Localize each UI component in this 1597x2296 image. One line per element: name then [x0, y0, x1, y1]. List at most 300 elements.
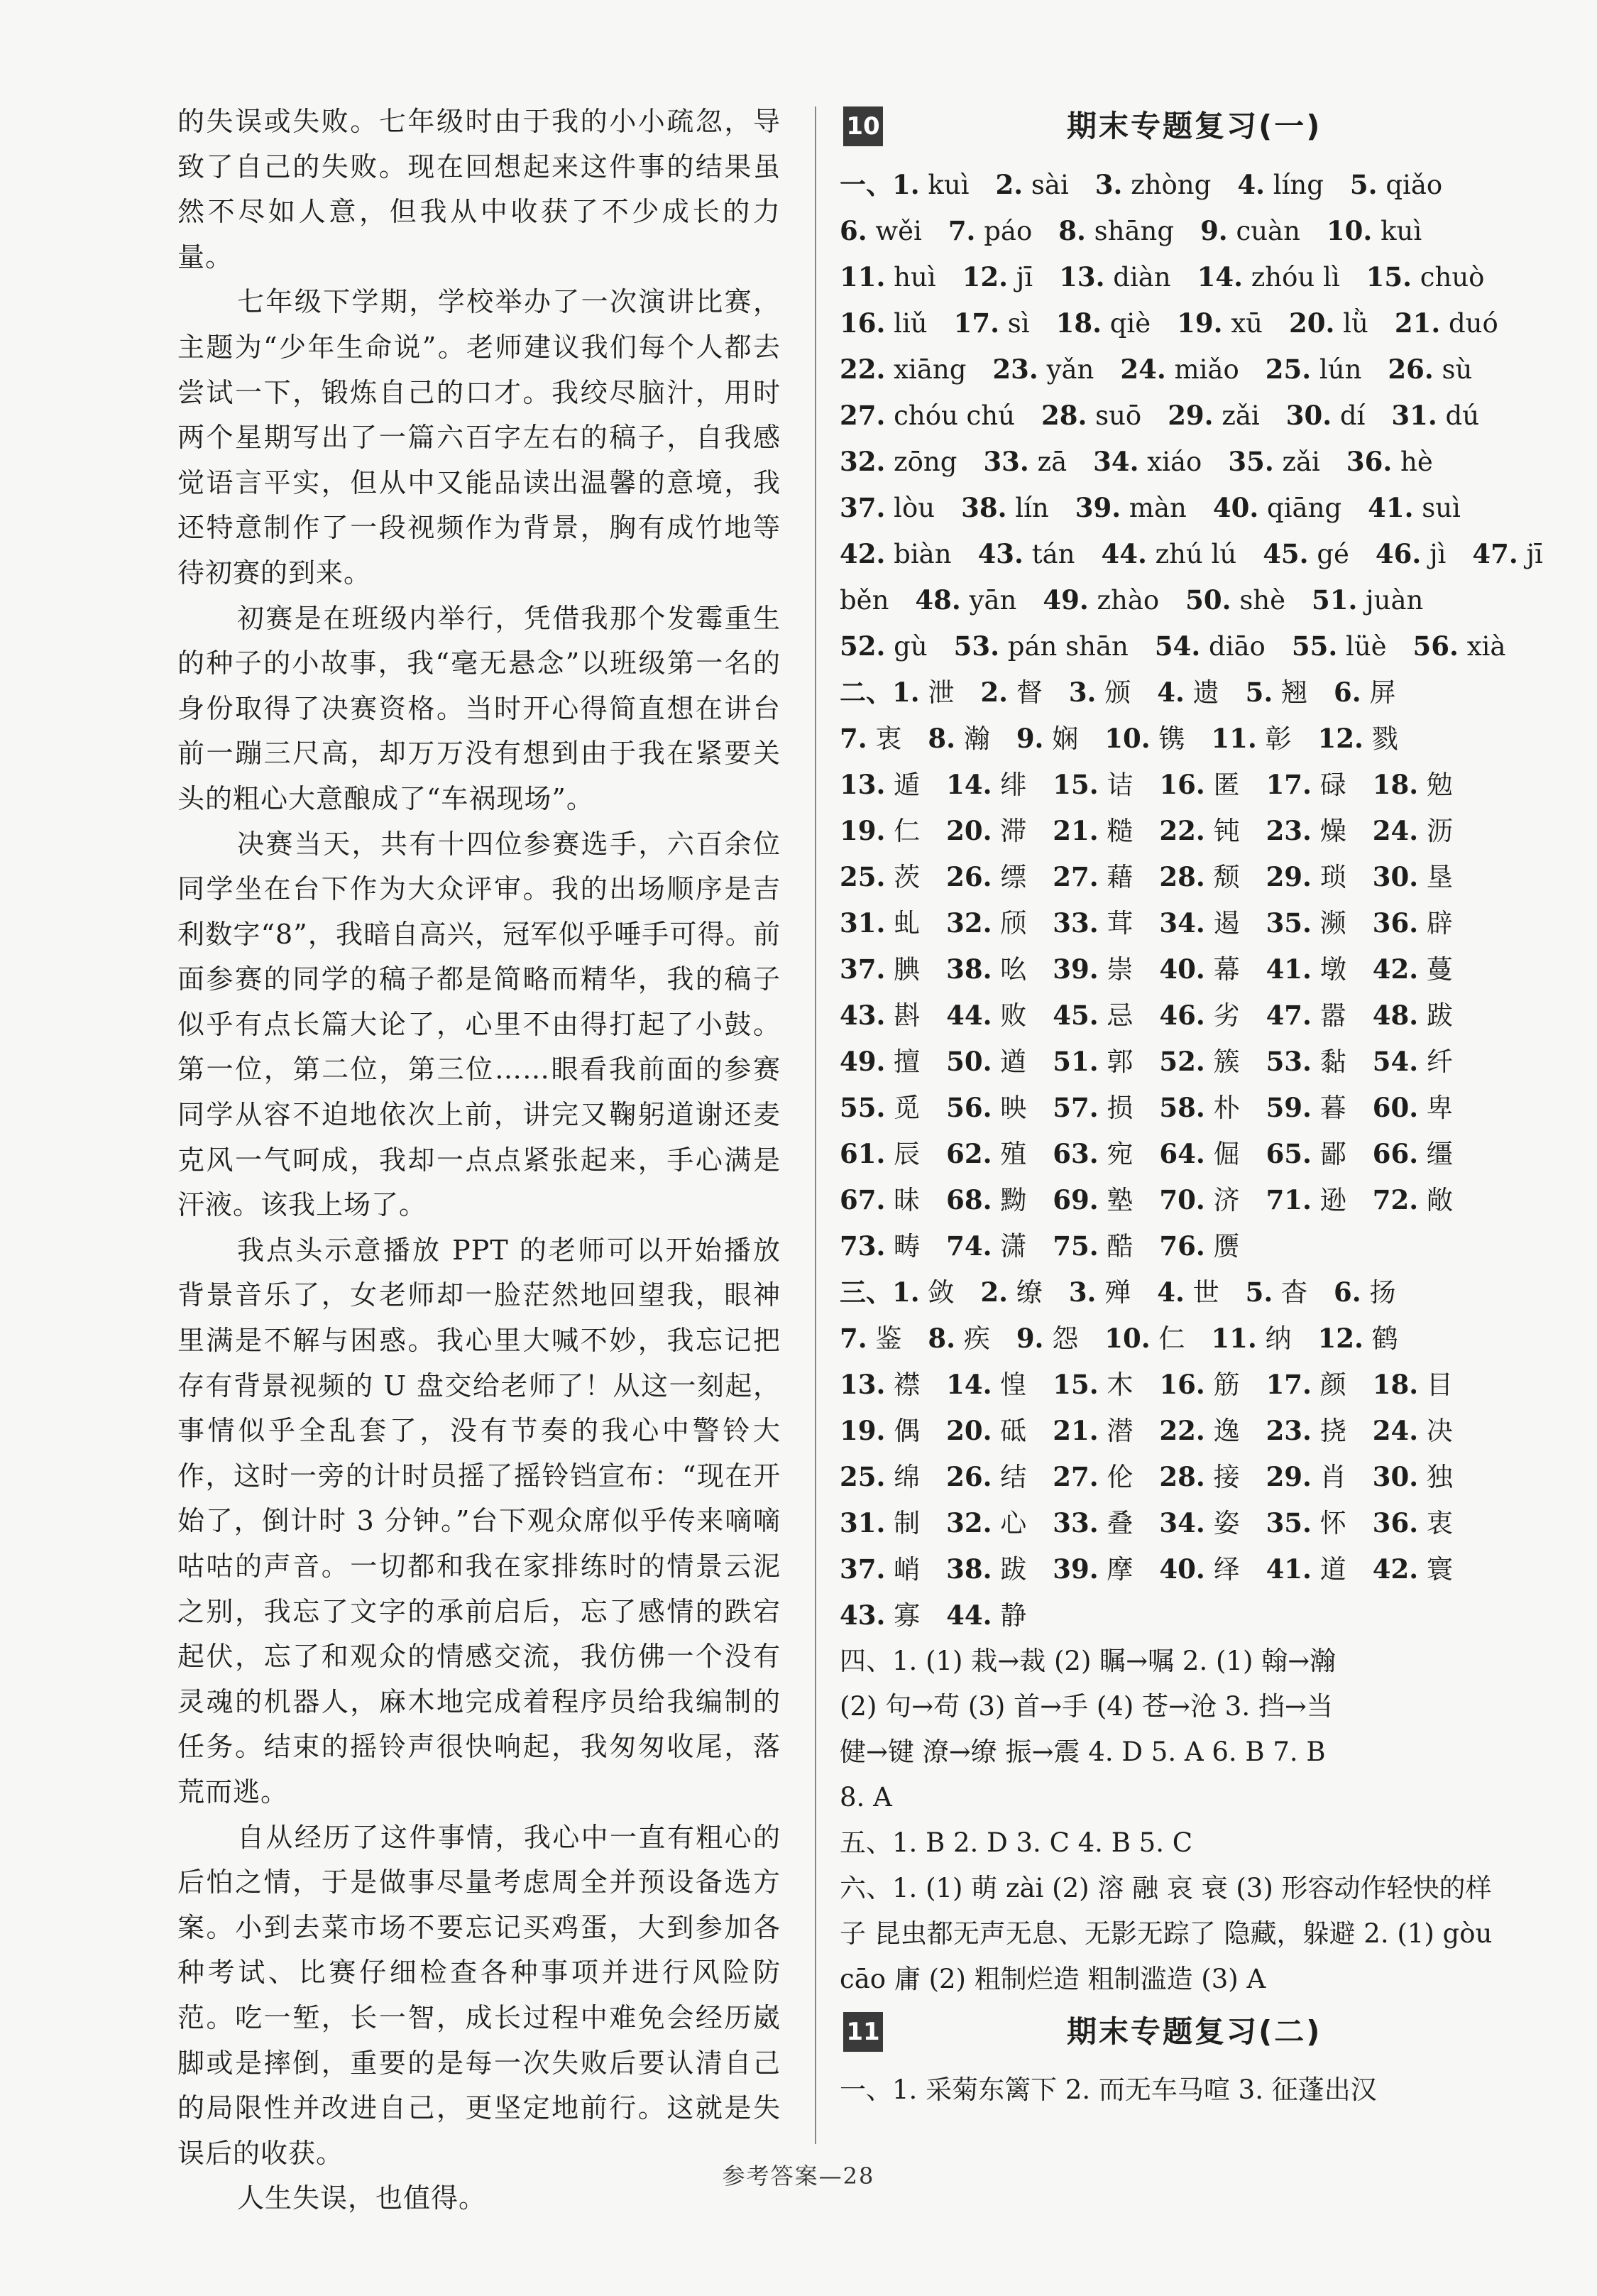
- answer-number: 7.: [948, 215, 976, 246]
- answer-value: 杳: [1281, 1277, 1308, 1308]
- answer-value: 筋: [1213, 1370, 1240, 1400]
- answer-value: 戮: [1371, 723, 1398, 754]
- answer-number: 3.: [1068, 677, 1097, 708]
- answer-value: dú: [1445, 400, 1480, 431]
- answer-value: 仁: [1158, 1323, 1185, 1354]
- answer-number: 45.: [1263, 538, 1309, 569]
- answer-number: 52.: [840, 630, 886, 662]
- answer-value: qiǎo: [1385, 170, 1443, 200]
- answer-value: 遒: [1000, 1046, 1027, 1077]
- answer-number: 47.: [1266, 1000, 1312, 1031]
- answer-number: 35.: [1228, 446, 1274, 477]
- essay-paragraph: 七年级下学期，学校举办了一次演讲比赛，主题为“少年生命说”。老师建议我们每个人都去尝试一下，锻炼自己的口才。我绞尽脑汁，用时两个星期写出了一篇六百字左右的稿子，自我感觉语言平实，但从中又能品读出温馨的意境，我还特意制作了一段视频作为背景，胸有成竹地等待初赛的到来。: [177, 286, 781, 589]
- section-10-header: [840, 99, 1507, 156]
- answer-line: 四、1. (1) 栽→裁 (2) 瞩→嘱 2. (1) 翰→瀚: [840, 1646, 1337, 1676]
- answer-value: 碌: [1319, 770, 1346, 800]
- answer-number: 53.: [953, 630, 1000, 662]
- answer-number: 56.: [946, 1092, 992, 1123]
- answer-number: 14.: [1197, 261, 1244, 293]
- answer-number: 33.: [1053, 907, 1099, 939]
- answer-line: [840, 1223, 1507, 1269]
- answer-number: 21.: [1394, 307, 1441, 339]
- answer-number: 16.: [1159, 1369, 1205, 1400]
- answer-number: 19.: [840, 815, 886, 846]
- answer-value: 颁: [1104, 677, 1131, 708]
- essay-paragraph: 我点头示意播放 PPT 的老师可以开始播放背景音乐了，女老师却一脸茫然地回望我，眼神里满是不解与困惑。我心里大喊不妙，我忘记把存有背景视频的 U 盘交给老师了！从这一刻起，事情似乎全乱套了，没有节奏的我心中警铃大作，这时一旁的计时员摇了摇铃铛宣布：“现在开始了，倒计时 3 分钟。”台下观众席似乎传来嘀嘀咕咕的声音。一切都和我在家排练时的情景云泥之别，我忘了文字的承前启后，忘了感情的跌宕起伏，忘了和观众的情感交流，我仿佛一个没有灵魂的机器人，麻木地完成着程序员给我编制的任务。结束的摇铃声很快响起，我匆匆收尾，落荒而逃。: [177, 1234, 781, 1808]
- answer-value: 静: [1000, 1600, 1027, 1631]
- answer-number: 29.: [1266, 1461, 1312, 1492]
- answer-value: 映: [1000, 1093, 1027, 1123]
- answer-value: 濒: [1319, 908, 1346, 939]
- answer-number: 41.: [1266, 953, 1312, 985]
- answer-number: 二、1.: [840, 677, 920, 708]
- answer-value: 暮: [1319, 1093, 1346, 1123]
- answer-value: zǎi: [1282, 447, 1320, 477]
- answer-value: kuì: [928, 170, 970, 200]
- answer-number: 75.: [1053, 1230, 1099, 1262]
- answer-number: 10.: [1104, 1323, 1151, 1354]
- answer-number: 51.: [1312, 584, 1358, 616]
- answer-group-four: [840, 1639, 1507, 1820]
- answer-number: 32.: [840, 446, 886, 477]
- answer-column: [840, 99, 1543, 2113]
- answer-value: 疾: [963, 1323, 990, 1354]
- answer-value: 辰: [894, 1139, 921, 1169]
- answer-value: 鄙: [1319, 1139, 1346, 1169]
- answer-number: 11.: [1211, 723, 1257, 754]
- answer-value: lüè: [1345, 631, 1387, 662]
- answer-number: 13.: [840, 769, 886, 800]
- answer-value: páo: [984, 216, 1033, 246]
- answer-value: 簇: [1213, 1046, 1240, 1077]
- answer-number: 32.: [946, 907, 992, 939]
- answer-line: [840, 669, 1507, 716]
- answer-value: 忌: [1107, 1000, 1134, 1031]
- answer-value: 滞: [1000, 816, 1027, 846]
- answer-value: 畴: [894, 1231, 921, 1262]
- answer-number: 3.: [1068, 1277, 1097, 1308]
- answer-value: 糙: [1107, 816, 1134, 846]
- answer-number: 26.: [946, 1461, 992, 1492]
- answer-number: 2.: [980, 677, 1009, 708]
- answer-number: 38.: [961, 492, 1007, 523]
- answer-number: 40.: [1159, 953, 1205, 985]
- answer-value: 心: [1000, 1508, 1027, 1538]
- answer-number: 21.: [1053, 815, 1099, 846]
- answer-value: 劣: [1213, 1000, 1240, 1031]
- answer-number: 71.: [1266, 1184, 1312, 1215]
- essay-column: [177, 99, 781, 2221]
- answer-value: 缭: [1016, 1277, 1043, 1308]
- answer-number: 43.: [840, 1000, 886, 1031]
- answer-number: 19.: [840, 1415, 886, 1446]
- answer-value: suō: [1095, 400, 1142, 431]
- answer-number: 43.: [840, 1600, 886, 1631]
- answer-number: 39.: [1053, 953, 1099, 985]
- answer-value: 目: [1426, 1370, 1453, 1400]
- answer-number: 49.: [840, 1046, 886, 1077]
- answer-line: [840, 1408, 1507, 1454]
- answer-number: 37.: [840, 492, 886, 523]
- answer-line: [840, 1546, 1507, 1592]
- answer-number: 44.: [946, 1600, 992, 1631]
- answer-number: 45.: [1053, 1000, 1099, 1031]
- answer-value: 纤: [1426, 1046, 1453, 1077]
- answer-value: 倔: [1213, 1139, 1240, 1169]
- answer-number: 24.: [1372, 1415, 1419, 1446]
- answer-value: 瀚: [963, 723, 990, 754]
- answer-value: sù: [1442, 354, 1473, 385]
- answer-number: 17.: [1266, 769, 1312, 800]
- answer-line: [840, 1269, 1507, 1316]
- answer-value: zōng: [894, 447, 957, 477]
- answer-value: miǎo: [1174, 354, 1239, 385]
- answer-number: 31.: [840, 1507, 886, 1538]
- answer-number: 12.: [962, 261, 1009, 293]
- answer-number: 50.: [1185, 584, 1231, 616]
- section-number-badge: 10: [843, 106, 883, 146]
- answer-line: [840, 439, 1507, 485]
- answer-value: jī: [1526, 539, 1543, 569]
- answer-number: 62.: [946, 1138, 992, 1169]
- answer-number: 48.: [1372, 1000, 1419, 1031]
- answer-number: 25.: [1265, 354, 1312, 385]
- answer-number: 34.: [1093, 446, 1139, 477]
- answer-number: 37.: [840, 1553, 886, 1585]
- answer-line: (2) 句→苟 (3) 首→手 (4) 苍→沧 3. 挡→当: [840, 1691, 1333, 1722]
- answer-number: 2.: [980, 1277, 1009, 1308]
- answer-number: 64.: [1159, 1138, 1205, 1169]
- answer-number: 29.: [1168, 400, 1214, 431]
- answer-number: 40.: [1159, 1553, 1205, 1585]
- answer-value: 潇: [1000, 1231, 1027, 1262]
- answer-number: 9.: [1016, 723, 1044, 754]
- answer-line: [840, 577, 1507, 623]
- answer-value: 绯: [1000, 770, 1027, 800]
- answer-number: 一、1.: [840, 169, 920, 200]
- answer-number: 30.: [1372, 861, 1419, 892]
- answer-value: 嚣: [1319, 1000, 1346, 1031]
- answer-value: 摩: [1107, 1554, 1134, 1585]
- answer-number: 56.: [1412, 630, 1459, 662]
- answer-value: 缰: [1426, 1139, 1453, 1169]
- answer-value: 跋: [1426, 1000, 1453, 1031]
- answer-number: 12.: [1317, 723, 1363, 754]
- answer-value: huì: [894, 262, 936, 293]
- answer-number: 4.: [1157, 677, 1185, 708]
- answer-line: [840, 1177, 1507, 1223]
- answer-number: 13.: [840, 1369, 886, 1400]
- answer-number: 33.: [1053, 1507, 1099, 1538]
- answer-value: sài: [1031, 170, 1069, 200]
- answer-number: 三、1.: [840, 1277, 920, 1308]
- answer-value: 木: [1107, 1370, 1134, 1400]
- answer-line: [840, 1500, 1507, 1546]
- answer-number: 4.: [1237, 169, 1265, 200]
- answer-line: 健→键 潦→缭 振→震 4. D 5. A 6. B 7. B: [840, 1737, 1326, 1767]
- answer-value: lún: [1319, 354, 1362, 385]
- answer-number: 17.: [1266, 1369, 1312, 1400]
- answer-line: [840, 1362, 1507, 1408]
- answer-number: 70.: [1159, 1184, 1205, 1215]
- answer-number: 47.: [1472, 538, 1518, 569]
- answer-value: 逊: [1319, 1185, 1346, 1215]
- answer-value: 纳: [1265, 1323, 1292, 1354]
- answer-value: 彰: [1265, 723, 1292, 754]
- answer-value: 墩: [1319, 954, 1346, 985]
- answer-value: 绵: [894, 1462, 921, 1492]
- answer-value: 殚: [1104, 1277, 1131, 1308]
- answer-number: 42.: [1372, 1553, 1419, 1585]
- answer-value: liǔ: [894, 308, 928, 339]
- answer-value: shāng: [1094, 216, 1175, 246]
- answer-number: 16.: [1159, 769, 1205, 800]
- answer-number: 76.: [1159, 1230, 1205, 1262]
- answer-value: 怨: [1052, 1323, 1079, 1354]
- answer-value: 跋: [1000, 1554, 1027, 1585]
- answer-number: 5.: [1349, 169, 1378, 200]
- answer-value: 怀: [1319, 1508, 1346, 1538]
- answer-number: 27.: [1053, 1461, 1099, 1492]
- answer-value: pán shān: [1007, 631, 1129, 662]
- answer-value: 颀: [1000, 908, 1027, 939]
- answer-line: [840, 1131, 1507, 1177]
- answer-value: 挠: [1319, 1416, 1346, 1446]
- answer-line: 8. A: [840, 1782, 892, 1813]
- answer-number: 6.: [1334, 677, 1361, 708]
- answer-value: 潜: [1107, 1416, 1134, 1446]
- answer-number: 38.: [946, 953, 992, 985]
- answer-number: 35.: [1266, 1507, 1312, 1538]
- page-footer: 参考答案—28: [722, 2163, 875, 2190]
- answer-line: [840, 1039, 1507, 1085]
- answer-value: qiāng: [1267, 493, 1342, 523]
- answer-number: 67.: [840, 1184, 886, 1215]
- answer-value: 斟: [894, 1000, 921, 1031]
- answer-value: 勉: [1426, 770, 1453, 800]
- answer-number: 38.: [946, 1553, 992, 1585]
- answer-value: 衷: [875, 723, 902, 754]
- answer-number: 39.: [1053, 1553, 1099, 1585]
- answer-line: [840, 854, 1507, 900]
- answer-number: 24.: [1372, 815, 1419, 846]
- answer-value: 酷: [1107, 1231, 1134, 1262]
- answer-value: 虬: [894, 908, 921, 939]
- answer-value: 道: [1319, 1554, 1346, 1585]
- answer-line: [840, 946, 1507, 993]
- section-11-header: [840, 2005, 1507, 2062]
- answer-value: qiè: [1109, 308, 1151, 339]
- answer-value: shè: [1239, 585, 1286, 616]
- answer-value: 遗: [1192, 677, 1219, 708]
- answer-number: 57.: [1053, 1092, 1099, 1123]
- answer-value: 吆: [1000, 954, 1027, 985]
- section-number-badge: 11: [843, 2012, 883, 2052]
- answer-number: 15.: [1366, 261, 1412, 293]
- answer-value: xū: [1231, 308, 1263, 339]
- answer-value: 鹤: [1371, 1323, 1398, 1354]
- answer-number: 20.: [946, 1415, 992, 1446]
- answer-line: [840, 900, 1507, 946]
- section-title: 期末专题复习(二): [1067, 2014, 1322, 2049]
- answer-value: 觅: [894, 1093, 921, 1123]
- answer-value: 茸: [1107, 908, 1134, 939]
- answer-number: 54.: [1372, 1046, 1419, 1077]
- answer-value: 襟: [894, 1370, 921, 1400]
- answer-value: běn: [840, 585, 889, 616]
- answer-value: jī: [1016, 262, 1033, 293]
- answer-value: zhòng: [1131, 170, 1212, 200]
- answer-number: 5.: [1245, 1277, 1273, 1308]
- essay-paragraph: 自从经历了这件事情，我心中一直有粗心的后怕之情，于是做事尽量考虑周全并预设备选方案。小到去菜市场不要忘记买鸡蛋，大到参加各种考试、比赛仔细检查各种事项并进行风险防范。吃一堑，长一智，成长过程中难免会经历崴脚或是摔倒，重要的是每一次失败后要认清自己的局限性并改进自己，更坚定地前行。这就是失误后的收获。: [177, 1821, 781, 2169]
- answer-number: 60.: [1372, 1092, 1419, 1123]
- answer-line: [840, 1085, 1507, 1131]
- answer-number: 11.: [840, 261, 886, 293]
- answer-value: 败: [1000, 1000, 1027, 1031]
- answer-value: 颓: [1213, 862, 1240, 892]
- answer-value: 蔓: [1426, 954, 1453, 985]
- answer-value: zhú lú: [1155, 539, 1237, 569]
- answer-value: 藉: [1107, 862, 1134, 892]
- answer-value: zhào: [1097, 585, 1160, 616]
- answer-value: 钝: [1213, 816, 1240, 846]
- answer-value: 颜: [1319, 1370, 1346, 1400]
- answer-number: 44.: [1101, 538, 1147, 569]
- answer-number: 74.: [946, 1230, 992, 1262]
- answer-number: 35.: [1266, 907, 1312, 939]
- answer-number: 26.: [1388, 354, 1434, 385]
- answer-number: 10.: [1104, 723, 1151, 754]
- answer-value: 姿: [1213, 1508, 1240, 1538]
- answer-number: 20.: [1289, 307, 1335, 339]
- answer-value: 砥: [1000, 1416, 1027, 1446]
- answer-number: 28.: [1159, 861, 1205, 892]
- answer-value: xiāng: [894, 354, 967, 385]
- answer-value: 世: [1192, 1277, 1219, 1308]
- answer-number: 22.: [1159, 1415, 1205, 1446]
- answer-number: 55.: [840, 1092, 886, 1123]
- answer-number: 11.: [1211, 1323, 1257, 1354]
- answer-value: yān: [969, 585, 1017, 616]
- answer-value: màn: [1129, 493, 1187, 523]
- answer-value: zhóu lì: [1251, 262, 1340, 293]
- answer-value: 仁: [894, 816, 921, 846]
- answer-line: [840, 993, 1507, 1039]
- answer-number: 8.: [1058, 215, 1086, 246]
- answer-number: 59.: [1266, 1092, 1312, 1123]
- answer-line: [840, 762, 1507, 808]
- answer-number: 73.: [840, 1230, 886, 1262]
- answer-number: 72.: [1372, 1184, 1419, 1215]
- answer-value: 擅: [894, 1046, 921, 1077]
- answer-value: 肖: [1319, 1462, 1346, 1492]
- answer-number: 41.: [1368, 492, 1414, 523]
- answer-number: 4.: [1157, 1277, 1185, 1308]
- answer-number: 36.: [1346, 446, 1393, 477]
- answer-number: 52.: [1159, 1046, 1205, 1077]
- answer-number: 7.: [840, 1323, 867, 1354]
- answer-line: [840, 623, 1507, 669]
- answer-number: 43.: [977, 538, 1023, 569]
- answer-number: 22.: [840, 354, 886, 385]
- answer-value: 琐: [1319, 862, 1346, 892]
- answer-number: 13.: [1059, 261, 1105, 293]
- answer-value: suì: [1422, 493, 1461, 523]
- answer-number: 58.: [1159, 1092, 1205, 1123]
- answer-line: [840, 393, 1507, 439]
- answer-number: 44.: [946, 1000, 992, 1031]
- answer-value: 镌: [1158, 723, 1185, 754]
- answer-number: 30.: [1372, 1461, 1419, 1492]
- answer-number: 8.: [928, 723, 956, 754]
- answer-value: 塾: [1107, 1185, 1134, 1215]
- column-divider: [815, 106, 816, 2144]
- answer-value: 决: [1426, 1416, 1453, 1446]
- answer-number: 12.: [1317, 1323, 1363, 1354]
- answer-line: [840, 1592, 1507, 1639]
- answer-value: 绎: [1213, 1554, 1240, 1585]
- essay-paragraph: 人生失误，也值得。: [237, 2182, 487, 2214]
- answer-value: 济: [1213, 1185, 1240, 1215]
- answer-number: 24.: [1120, 354, 1166, 385]
- answer-number: 29.: [1266, 861, 1312, 892]
- answer-number: 39.: [1075, 492, 1121, 523]
- answer-number: 28.: [1159, 1461, 1205, 1492]
- answer-value: 黝: [1000, 1185, 1027, 1215]
- answer-number: 55.: [1291, 630, 1338, 662]
- answer-value: 燥: [1319, 816, 1346, 846]
- answer-number: 32.: [946, 1507, 992, 1538]
- answer-value: chóu chú: [894, 400, 1015, 431]
- answer-number: 51.: [1053, 1046, 1099, 1077]
- answer-line: [840, 485, 1507, 531]
- answer-number: 15.: [1053, 769, 1099, 800]
- answer-number: 14.: [946, 769, 992, 800]
- answer-value: 扬: [1369, 1277, 1396, 1308]
- answer-number: 31.: [840, 907, 886, 939]
- answer-number: 49.: [1043, 584, 1089, 616]
- answer-value: 垦: [1426, 862, 1453, 892]
- answer-number: 36.: [1372, 907, 1419, 939]
- answer-number: 41.: [1266, 1553, 1312, 1585]
- answer-number: 6.: [840, 215, 867, 246]
- answer-number: 18.: [1372, 769, 1419, 800]
- answer-line: [840, 1454, 1507, 1500]
- answer-group-six: 六、1. (1) 萌 zài (2) 溶 融 哀 衰 (3) 形容动作轻快的样子 昆虫都无声无息、无影无踪了 隐藏，躲避 2. (1) gòu cāo 庸 (2) 粗制烂造 粗制滥造 (3) A: [840, 1873, 1493, 1994]
- answer-number: 53.: [1266, 1046, 1312, 1077]
- answer-value: wěi: [875, 216, 922, 246]
- answer-value: biàn: [894, 539, 952, 569]
- answer-value: 茨: [894, 862, 921, 892]
- answer-number: 15.: [1053, 1369, 1099, 1400]
- answer-number: 3.: [1094, 169, 1123, 200]
- answer-number: 8.: [928, 1323, 956, 1354]
- answer-value: 赝: [1213, 1231, 1240, 1262]
- answer-value: zǎi: [1222, 400, 1260, 431]
- answer-line: [840, 346, 1507, 393]
- answer-number: 9.: [1200, 215, 1228, 246]
- answer-value: 遁: [894, 770, 921, 800]
- answer-number: 7.: [840, 723, 867, 754]
- answer-number: 65.: [1266, 1138, 1312, 1169]
- answer-value: lǜ: [1343, 308, 1368, 339]
- answer-number: 14.: [946, 1369, 992, 1400]
- answer-value: 接: [1213, 1462, 1240, 1492]
- answer-value: yǎn: [1046, 354, 1094, 385]
- answer-number: 23.: [1266, 815, 1312, 846]
- answer-number: 63.: [1053, 1138, 1099, 1169]
- answer-number: 46.: [1375, 538, 1422, 569]
